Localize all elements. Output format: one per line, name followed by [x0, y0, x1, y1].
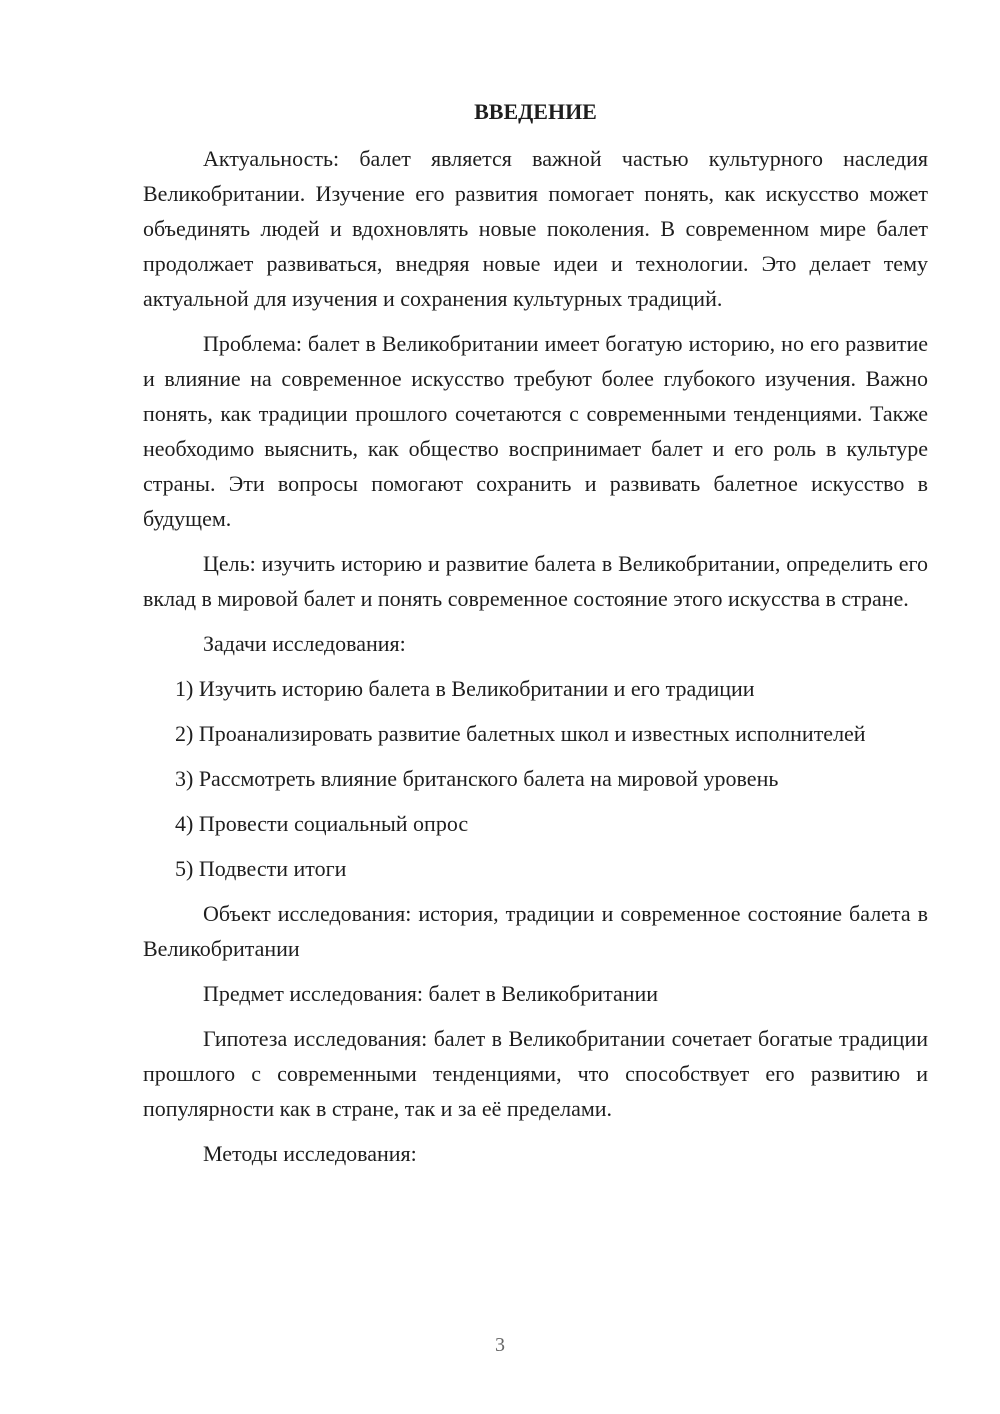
paragraph-relevance: Актуальность: балет является важной частью культурного наследия Великобритании. Изучение его развития помогает понять, как искусство может объединять людей и вдохновлять новые поколения. В современном мире балет продолжает развиваться, внедряя новые идеи и технологии. Это делает тему актуальной для изучения и сохранения культурных традиций. — [143, 146, 928, 311]
task-item-5: 5) Подвести итоги — [175, 856, 347, 881]
page-title: ВВЕДЕНИЕ — [474, 99, 597, 124]
paragraph-methods: Методы исследования: — [203, 1141, 417, 1166]
task-item-2: 2) Проанализировать развитие балетных школ и известных исполнителей — [175, 721, 866, 746]
paragraph-object: Объект исследования: история, традиции и современное состояние балета в Великобритании — [143, 901, 928, 961]
paragraph-problem: Проблема: балет в Великобритании имеет богатую историю, но его развитие и влияние на современное искусство требуют более глубокого изучения. Важно понять, как традиции прошлого сочетаются с современными тенденциями. Также необходимо выяснить, как общество воспринимает балет и его роль в культуре страны. Эти вопросы помогают сохранить и развивать балетное искусство в будущем. — [143, 331, 928, 531]
page-number: 3 — [495, 1334, 505, 1356]
paragraph-hypothesis: Гипотеза исследования: балет в Великобритании сочетает богатые традиции прошлого с современными тенденциями, что способствует его развитию и популярности как в стране, так и за её пределами. — [143, 1026, 928, 1121]
paragraph-tasks-heading: Задачи исследования: — [203, 631, 406, 656]
body-text — [143, 141, 928, 1181]
paragraph-subject: Предмет исследования: балет в Великобритании — [203, 981, 659, 1006]
task-item-1: 1) Изучить историю балета в Великобритании и его традиции — [175, 676, 755, 701]
paragraph-goal: Цель: изучить историю и развитие балета в Великобритании, определить его вклад в мировой балет и понять современное состояние этого искусства в стране. — [143, 551, 928, 611]
task-item-4: 4) Провести социальный опрос — [175, 811, 469, 836]
task-item-3: 3) Рассмотреть влияние британского балета на мировой уровень — [175, 766, 779, 791]
